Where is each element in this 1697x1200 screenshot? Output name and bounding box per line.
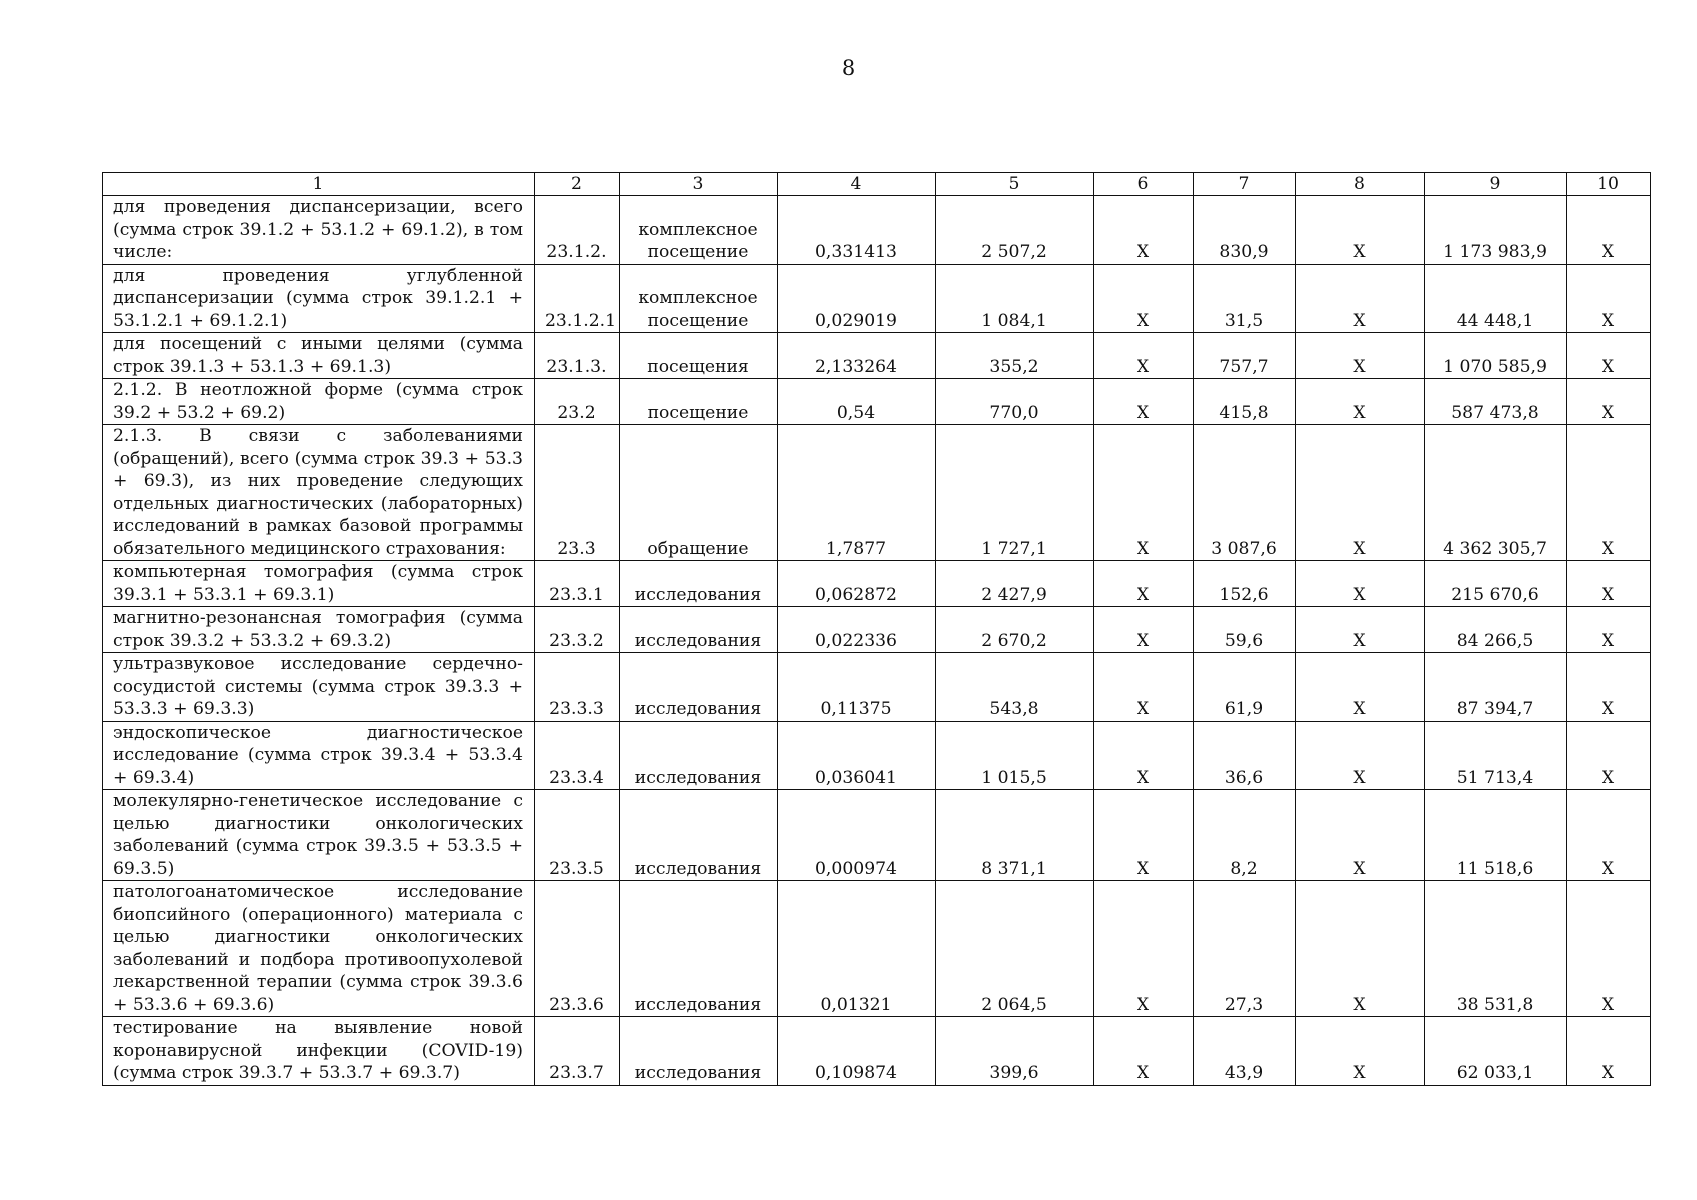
col5-cell: 1 015,5: [936, 721, 1094, 790]
col9-cell: 38 531,8: [1425, 881, 1567, 1017]
col4-cell: 0,029019: [778, 264, 936, 333]
col10-cell: X: [1567, 425, 1651, 561]
row-unit-cell: обращение: [620, 425, 778, 561]
col4-cell: 0,11375: [778, 653, 936, 722]
col7-cell: 61,9: [1194, 653, 1296, 722]
col6-cell: X: [1094, 561, 1194, 607]
col10-cell: X: [1567, 1017, 1651, 1086]
col5-cell: 8 371,1: [936, 790, 1094, 881]
row-description-cell: для проведения диспансеризации, всего (сумма строк 39.1.2 + 53.1.2 + 69.1.2), в том числе:: [103, 196, 535, 265]
col10-cell: X: [1567, 264, 1651, 333]
row-code-cell: 23.3.6: [535, 881, 620, 1017]
row-unit-cell: комплексное посещение: [620, 264, 778, 333]
col5-cell: 355,2: [936, 333, 1094, 379]
row-unit-cell: исследования: [620, 561, 778, 607]
row-description-cell: компьютерная томография (сумма строк 39.3.1 + 53.3.1 + 69.3.1): [103, 561, 535, 607]
col9-cell: 1 173 983,9: [1425, 196, 1567, 265]
row-unit-cell: посещения: [620, 333, 778, 379]
row-description-cell: 2.1.3. В связи с заболеваниями (обращений), всего (сумма строк 39.3 + 53.3 + 69.3), из них проведение следующих отдельных диагностических (лабораторных) исследований в рамках базовой программы обязательного медицинского страхования:: [103, 425, 535, 561]
row-description-cell: для проведения углубленной диспансеризации (сумма строк 39.1.2.1 + 53.1.2.1 + 69.1.2.1): [103, 264, 535, 333]
row-code-cell: 23.3.5: [535, 790, 620, 881]
col10-cell: X: [1567, 196, 1651, 265]
col7-cell: 830,9: [1194, 196, 1296, 265]
col10-cell: X: [1567, 653, 1651, 722]
col4-cell: 0,109874: [778, 1017, 936, 1086]
col10-cell: X: [1567, 790, 1651, 881]
col8-cell: X: [1296, 881, 1425, 1017]
row-code-cell: 23.3: [535, 425, 620, 561]
table-row: [103, 333, 1651, 379]
row-unit-cell: комплексное посещение: [620, 196, 778, 265]
col8-cell: X: [1296, 561, 1425, 607]
row-code-cell: 23.1.2.: [535, 196, 620, 265]
column-header: 2: [535, 173, 620, 196]
table-row: [103, 653, 1651, 722]
row-description-cell: тестирование на выявление новой коронавирусной инфекции (COVID-19) (сумма строк 39.3.7 + 53.3.7 + 69.3.7): [103, 1017, 535, 1086]
row-code-cell: 23.3.1: [535, 561, 620, 607]
col9-cell: 11 518,6: [1425, 790, 1567, 881]
col10-cell: X: [1567, 607, 1651, 653]
col9-cell: 87 394,7: [1425, 653, 1567, 722]
col4-cell: 0,022336: [778, 607, 936, 653]
col8-cell: X: [1296, 790, 1425, 881]
col4-cell: 1,7877: [778, 425, 936, 561]
row-description-cell: ультразвуковое исследование сердечно-сосудистой системы (сумма строк 39.3.3 + 53.3.3 + 69.3.3): [103, 653, 535, 722]
col6-cell: X: [1094, 790, 1194, 881]
column-header: 1: [103, 173, 535, 196]
column-header: 4: [778, 173, 936, 196]
table-row: [103, 561, 1651, 607]
col10-cell: X: [1567, 561, 1651, 607]
col7-cell: 757,7: [1194, 333, 1296, 379]
col5-cell: 1 727,1: [936, 425, 1094, 561]
col4-cell: 0,54: [778, 379, 936, 425]
col9-cell: 1 070 585,9: [1425, 333, 1567, 379]
col9-cell: 62 033,1: [1425, 1017, 1567, 1086]
row-description-cell: для посещений с иными целями (сумма строк 39.1.3 + 53.1.3 + 69.1.3): [103, 333, 535, 379]
row-description-cell: магнитно-резонансная томография (сумма строк 39.3.2 + 53.3.2 + 69.3.2): [103, 607, 535, 653]
table-row: [103, 264, 1651, 333]
col9-cell: 84 266,5: [1425, 607, 1567, 653]
row-code-cell: 23.3.7: [535, 1017, 620, 1086]
table-row: [103, 379, 1651, 425]
table-row: [103, 721, 1651, 790]
column-header: 9: [1425, 173, 1567, 196]
column-header: 5: [936, 173, 1094, 196]
row-code-cell: 23.1.3.: [535, 333, 620, 379]
col10-cell: X: [1567, 721, 1651, 790]
row-code-cell: 23.3.2: [535, 607, 620, 653]
col10-cell: X: [1567, 379, 1651, 425]
data-table: [102, 172, 1651, 1086]
table-row: [103, 790, 1651, 881]
col9-cell: 587 473,8: [1425, 379, 1567, 425]
row-code-cell: 23.3.4: [535, 721, 620, 790]
row-unit-cell: исследования: [620, 790, 778, 881]
col4-cell: 0,331413: [778, 196, 936, 265]
col6-cell: X: [1094, 196, 1194, 265]
col8-cell: X: [1296, 333, 1425, 379]
col5-cell: 2 507,2: [936, 196, 1094, 265]
table-row: [103, 881, 1651, 1017]
col4-cell: 0,036041: [778, 721, 936, 790]
col6-cell: X: [1094, 721, 1194, 790]
col6-cell: X: [1094, 333, 1194, 379]
col4-cell: 0,01321: [778, 881, 936, 1017]
row-description-cell: 2.1.2. В неотложной форме (сумма строк 39.2 + 53.2 + 69.2): [103, 379, 535, 425]
row-unit-cell: исследования: [620, 1017, 778, 1086]
column-header: 6: [1094, 173, 1194, 196]
column-header: 8: [1296, 173, 1425, 196]
page-number: 8: [841, 56, 856, 80]
row-unit-cell: исследования: [620, 607, 778, 653]
table-row: [103, 425, 1651, 561]
row-code-cell: 23.3.3: [535, 653, 620, 722]
col6-cell: X: [1094, 1017, 1194, 1086]
row-code-cell: 23.1.2.1: [535, 264, 620, 333]
row-description-cell: эндоскопическое диагностическое исследование (сумма строк 39.3.4 + 53.3.4 + 69.3.4): [103, 721, 535, 790]
col7-cell: 43,9: [1194, 1017, 1296, 1086]
col6-cell: X: [1094, 264, 1194, 333]
col5-cell: 2 427,9: [936, 561, 1094, 607]
table-row: [103, 607, 1651, 653]
col7-cell: 36,6: [1194, 721, 1296, 790]
column-header: 7: [1194, 173, 1296, 196]
col4-cell: 0,062872: [778, 561, 936, 607]
col7-cell: 27,3: [1194, 881, 1296, 1017]
col6-cell: X: [1094, 379, 1194, 425]
col8-cell: X: [1296, 721, 1425, 790]
col5-cell: 770,0: [936, 379, 1094, 425]
col7-cell: 31,5: [1194, 264, 1296, 333]
row-unit-cell: исследования: [620, 721, 778, 790]
table-row: [103, 196, 1651, 265]
row-code-cell: 23.2: [535, 379, 620, 425]
col10-cell: X: [1567, 881, 1651, 1017]
col6-cell: X: [1094, 881, 1194, 1017]
col7-cell: 3 087,6: [1194, 425, 1296, 561]
col9-cell: 215 670,6: [1425, 561, 1567, 607]
col4-cell: 2,133264: [778, 333, 936, 379]
col10-cell: X: [1567, 333, 1651, 379]
col8-cell: X: [1296, 196, 1425, 265]
col9-cell: 51 713,4: [1425, 721, 1567, 790]
row-description-cell: молекулярно-генетическое исследование с целью диагностики онкологических заболеваний (сумма строк 39.3.5 + 53.3.5 + 69.3.5): [103, 790, 535, 881]
col8-cell: X: [1296, 1017, 1425, 1086]
col5-cell: 1 084,1: [936, 264, 1094, 333]
col4-cell: 0,000974: [778, 790, 936, 881]
row-unit-cell: посещение: [620, 379, 778, 425]
col8-cell: X: [1296, 653, 1425, 722]
col7-cell: 415,8: [1194, 379, 1296, 425]
row-unit-cell: исследования: [620, 881, 778, 1017]
table-row: [103, 1017, 1651, 1086]
col8-cell: X: [1296, 264, 1425, 333]
col9-cell: 44 448,1: [1425, 264, 1567, 333]
column-header: 3: [620, 173, 778, 196]
col8-cell: X: [1296, 425, 1425, 561]
col7-cell: 8,2: [1194, 790, 1296, 881]
column-header: 10: [1567, 173, 1651, 196]
col6-cell: X: [1094, 607, 1194, 653]
col5-cell: 543,8: [936, 653, 1094, 722]
row-description-cell: патологоанатомическое исследование биопсийного (операционного) материала с целью диагностики онкологических заболеваний и подбора противоопухолевой лекарственной терапии (сумма строк 39.3.6 + 53.3.6 + 69.3.6): [103, 881, 535, 1017]
col7-cell: 152,6: [1194, 561, 1296, 607]
col5-cell: 2 670,2: [936, 607, 1094, 653]
col7-cell: 59,6: [1194, 607, 1296, 653]
col5-cell: 399,6: [936, 1017, 1094, 1086]
col5-cell: 2 064,5: [936, 881, 1094, 1017]
row-unit-cell: исследования: [620, 653, 778, 722]
col8-cell: X: [1296, 379, 1425, 425]
col9-cell: 4 362 305,7: [1425, 425, 1567, 561]
col6-cell: X: [1094, 425, 1194, 561]
table-header-row: [103, 173, 1651, 196]
col6-cell: X: [1094, 653, 1194, 722]
col8-cell: X: [1296, 607, 1425, 653]
